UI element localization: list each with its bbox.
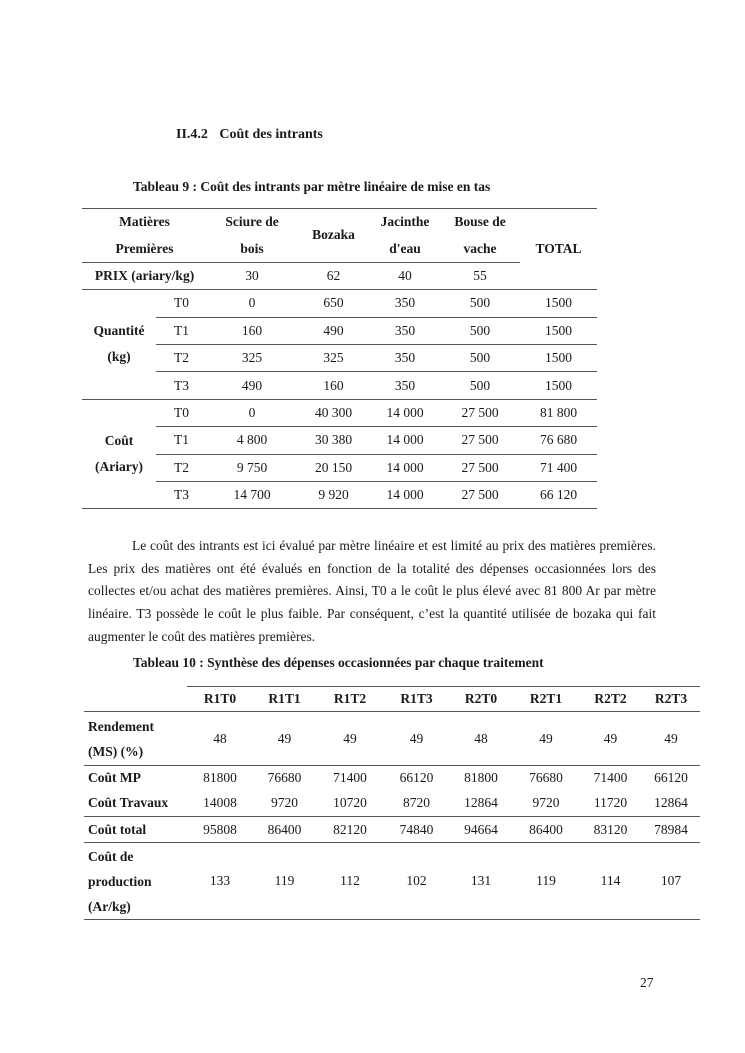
cout-production-label [84,843,187,920]
header-sciure-1: Sciure de [207,209,297,236]
table-cell: 490 [297,317,370,344]
table10 [84,686,700,920]
cout-label [82,399,156,509]
header-bouse-2: vache [463,240,497,256]
column-header: R1T3 [384,687,449,712]
table-cell: 40 300 [297,399,370,426]
table-cell: 49 [579,712,642,766]
table-cell: 4 800 [207,427,297,454]
cout-total-label: Coût total [84,817,187,843]
table-cell: 83120 [579,817,642,843]
header-jacinthe-1: Jacinthe [370,209,440,236]
treatment-label: T0 [156,290,207,317]
table-cell: 82120 [316,817,384,843]
treatment-label: T3 [156,481,207,508]
table-cell: 9 920 [297,481,370,508]
column-header: R2T3 [642,687,700,712]
column-header: R2T2 [579,687,642,712]
table-cell: 8720 [403,795,430,811]
table-cell: 500 [440,344,520,371]
table-cell: 49 [384,712,449,766]
table-cell: 11720 [593,795,628,811]
table-cell: 0 [207,290,297,317]
column-header: R1T2 [316,687,384,712]
table-cell: 94664 [449,817,513,843]
section-heading [176,127,323,143]
column-header: R2T0 [449,687,513,712]
treatment-label: T2 [156,454,207,481]
table-cell: 76 680 [520,427,597,454]
section-number: II.4.2 [176,127,208,142]
table-cell: 500 [440,317,520,344]
table-cell: 1500 [520,372,597,399]
table-cell: 27 500 [440,481,520,508]
empty-corner [84,687,187,712]
table-cell: 14 000 [370,399,440,426]
table-cell: 81800 [187,766,253,791]
prix-value: 62 [297,262,370,289]
column-header: R1T0 [187,687,253,712]
cout-travaux-label: Coût Travaux [88,795,169,811]
table-cell: 112 [316,843,384,920]
table-cell: 325 [297,344,370,371]
page-number: 27 [640,975,654,990]
table-cell: 350 [370,372,440,399]
table-cell: 48 [187,712,253,766]
treatment-label: T1 [156,427,207,454]
table-cell: 49 [316,712,384,766]
table-cell: 71400 [316,766,384,791]
table-cell: 114 [579,843,642,920]
table-cell: 66120 [642,766,700,791]
table-cell: 81 800 [520,399,597,426]
table-cell: 1500 [520,317,597,344]
table-cell: 49 [513,712,579,766]
table-cell: 71400 [579,766,642,791]
table9-caption: Tableau 9 : Coût des intrants par mètre linéaire de mise en tas [133,179,491,194]
table-cell: 119 [513,843,579,920]
table-cell: 350 [370,290,440,317]
cout-production-label-3: (Ar/kg) [88,898,131,914]
column-header: R2T1 [513,687,579,712]
header-matieres-2: Premières [115,240,174,256]
table-cell: 650 [297,290,370,317]
table-cell: 160 [207,317,297,344]
table-cell: 10720 [333,795,367,811]
table-cell: 102 [384,843,449,920]
cout-production-label-2: production [88,873,152,889]
treatment-label: T3 [156,372,207,399]
body-paragraph [88,535,656,649]
header-sciure-2: bois [240,240,264,256]
table-cell: 14008 [203,795,237,811]
prix-label: PRIX (ariary/kg) [82,262,207,289]
cout-label-1: Coût [104,433,134,449]
cout-label-2: (Ariary) [95,459,143,475]
table-cell: 49 [642,712,700,766]
table-cell: 48 [449,712,513,766]
table-cell: 133 [187,843,253,920]
table-cell: 71 400 [520,454,597,481]
prix-value: 55 [440,262,520,289]
table-cell: 490 [207,372,297,399]
table9 [82,208,597,509]
table-cell: 160 [297,372,370,399]
rendement-label-1: Rendement [88,718,154,734]
header-jacinthe-2: d'eau [389,240,421,256]
table-cell: 66 120 [520,481,597,508]
section-title: Coût des intrants [219,127,323,142]
header-total: TOTAL [520,209,597,290]
table-cell: 95808 [187,817,253,843]
table-cell: 9 750 [207,454,297,481]
table-cell: 131 [449,843,513,920]
cout-production-label-1: Coût de [88,848,134,864]
table-cell: 86400 [253,817,316,843]
table-cell: 12864 [654,795,688,811]
table-cell: 86400 [513,817,579,843]
table-cell: 20 150 [297,454,370,481]
table-cell: 1500 [520,344,597,371]
column-header: R1T1 [253,687,316,712]
table-cell: 66120 [384,766,449,791]
table-cell: 325 [207,344,297,371]
treatment-label: T1 [156,317,207,344]
rendement-label [84,712,187,766]
table-cell: 14 000 [370,427,440,454]
table-cell: 350 [370,344,440,371]
quantite-label [82,290,156,400]
prix-value: 40 [370,262,440,289]
table-cell: 500 [440,290,520,317]
table-cell: 14 000 [370,481,440,508]
treatment-label: T2 [156,344,207,371]
table-cell: 0 [207,399,297,426]
table-cell: 49 [253,712,316,766]
header-matieres-1: Matières [82,209,207,236]
table-cell: 74840 [384,817,449,843]
table-cell: 27 500 [440,454,520,481]
table-cell: 27 500 [440,427,520,454]
header-bouse-1: Bouse de [440,209,520,236]
table-cell: 76680 [253,766,316,791]
treatment-label: T0 [156,399,207,426]
rendement-label-2: (MS) (%) [88,743,144,759]
header-bozaka: Bozaka [297,209,370,263]
table-cell: 14 700 [207,481,297,508]
table-cell: 14 000 [370,454,440,481]
quantite-label-1: Quantité [93,323,145,339]
table-cell: 107 [642,843,700,920]
prix-value: 30 [207,262,297,289]
table-cell: 9720 [271,795,298,811]
table-cell: 350 [370,317,440,344]
cout-mp-label: Coût MP [84,766,187,791]
table10-caption: Tableau 10 : Synthèse des dépenses occasionnées par chaque traitement [133,655,544,670]
quantite-label-2: (kg) [107,349,131,365]
table-cell: 9720 [532,795,560,811]
table-cell: 76680 [513,766,579,791]
table-cell: 81800 [449,766,513,791]
paragraph-text: Le coût des intrants est ici évalué par mètre linéaire et est limité au prix des matières premières. Les prix des matières ont été évalués en fonction de la totalité des dépenses occasionnées lors des collectes et/ou achat des matières premières. Ainsi, T0 a le coût le plus élevé avec 81 800 Ar par mètre linéaire. T3 possède le coût le plus faible. Par conséquent, c’est la quantité utilisée de bozaka qui fait augmenter le coût des matières premières. [88,538,656,644]
table-cell: 1500 [520,290,597,317]
table-cell: 30 380 [297,427,370,454]
table-cell: 119 [253,843,316,920]
table-cell: 500 [440,372,520,399]
table-cell: 12864 [464,795,498,811]
table-cell: 78984 [642,817,700,843]
table-cell: 27 500 [440,399,520,426]
